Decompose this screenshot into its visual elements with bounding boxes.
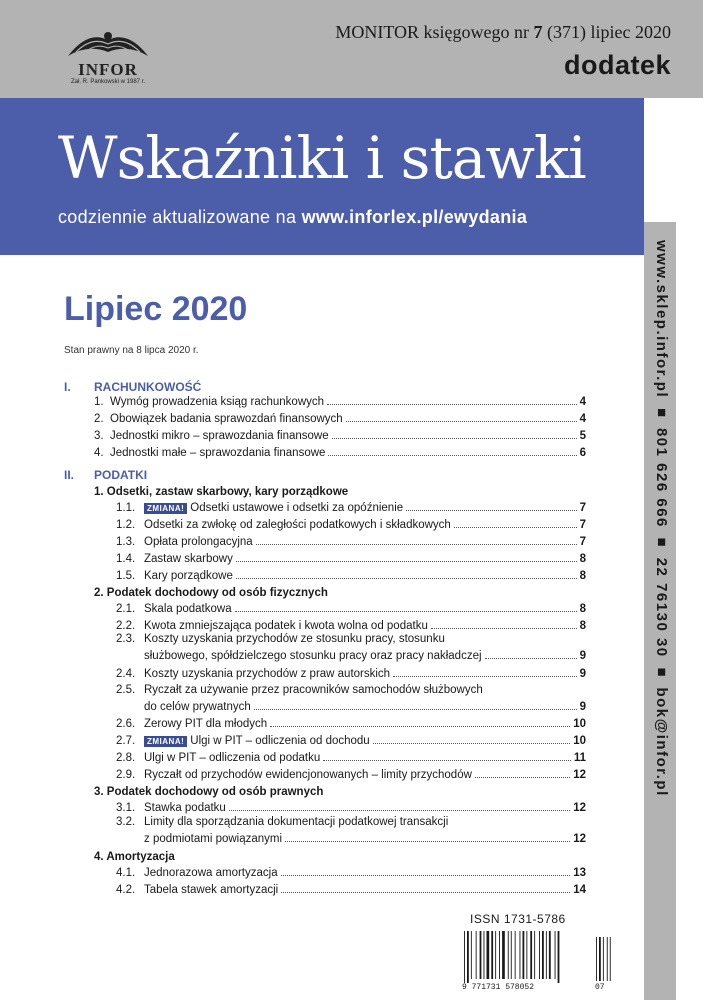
toc-entry[interactable] [116, 519, 586, 531]
entry-number: 2.6. [116, 718, 136, 730]
entry-page: 7 [579, 502, 586, 514]
toc-entry[interactable] [116, 502, 586, 514]
entry-page: 8 [579, 570, 586, 582]
barcode-addon-bar [596, 937, 597, 981]
leader-dots [229, 810, 570, 811]
entry-title: Kwota zmniejszająca podatek i kwota wolna od podatku [144, 620, 428, 632]
barcode-number: 9 771731 578052 [462, 983, 535, 992]
leader-dots [236, 578, 577, 579]
entry-page: 12 [573, 769, 586, 781]
entry-title: Limity dla sporządzania dokumentacji podatkowej transakcji [144, 816, 449, 828]
entry-number: 1.1. [116, 502, 136, 514]
barcode-bar [523, 931, 525, 979]
entry-number: 2.1. [116, 603, 136, 615]
toc-section-accounting [64, 380, 201, 394]
entry-number: 3. [94, 430, 104, 442]
entry-page: 8 [579, 620, 586, 632]
barcode-bar [558, 931, 560, 983]
entry-title: Jednostki małe – sprawozdania finansowe [110, 447, 326, 459]
entry-page: 4 [579, 413, 586, 425]
section-number: I. [64, 380, 71, 394]
section-title: RACHUNKOWOŚĆ [94, 380, 202, 394]
contact-sidebar-text: www.sklep.infor.pl ■ 801 626 666 ■ 22 76130 30 ■ bok@infor.pl [653, 240, 670, 797]
issn-number: ISSN 1731-5786 [470, 912, 566, 926]
barcode-addon-bar [610, 937, 611, 981]
toc-section-taxes [64, 468, 147, 482]
barcode-bar [464, 931, 465, 983]
entry-page: 12 [573, 802, 586, 814]
entry-page: 13 [573, 867, 586, 879]
barcode-bar [484, 931, 485, 979]
legal-status-date: Stan prawny na 8 lipca 2020 r. [64, 345, 199, 356]
barcode-bar [546, 931, 547, 979]
barcode-bar [487, 931, 490, 979]
change-badge: ZMIANA! [144, 503, 187, 514]
entry-title: Stawka podatku [144, 802, 226, 814]
issue-suffix: (371) lipiec 2020 [542, 22, 671, 42]
entry-title: Zerowy PIT dla młodych [144, 718, 268, 730]
month-heading: Lipiec 2020 [64, 290, 248, 328]
infor-logo [58, 22, 158, 84]
entry-number: 1.3. [116, 536, 136, 548]
toc-entry[interactable] [116, 570, 586, 582]
entry-number: 2.4. [116, 668, 136, 680]
entry-number: 3.2. [116, 816, 136, 828]
entry-page: 5 [579, 430, 586, 442]
barcode-bar [502, 931, 505, 979]
entry-number: 2. [94, 413, 104, 425]
change-badge: ZMIANA! [144, 736, 187, 747]
toc-entry[interactable] [94, 396, 586, 408]
toc-group-depreciation: 4. Amortyzacja [94, 851, 175, 863]
subtitle-text: codziennie aktualizowane na [58, 207, 302, 227]
section-title: PODATKI [94, 468, 148, 482]
leader-dots [393, 676, 577, 677]
toc-entry[interactable] [116, 620, 586, 632]
entry-page: 8 [579, 603, 586, 615]
entry-number: 2.8. [116, 752, 136, 764]
entry-title-cont: z podmiotami powiązanymi [144, 833, 283, 845]
barcode-bar [511, 931, 512, 979]
entry-number: 4. [94, 447, 104, 459]
logo-subtext: Zał. R. Pankowski w 1987 r. [70, 79, 146, 85]
toc-entry-first-line[interactable] [116, 684, 483, 696]
entry-page: 7 [579, 536, 586, 548]
entry-page: 12 [573, 833, 586, 845]
entry-number: 4.2. [116, 884, 136, 896]
entry-title: Koszty uzyskania przychodów z praw autorskich [144, 668, 391, 680]
leader-dots [346, 421, 577, 422]
entry-number: 4.1. [116, 867, 136, 879]
entry-page: 11 [573, 752, 586, 764]
leader-dots [256, 544, 577, 545]
entry-title: Obowiązek badania sprawozdań finansowych [110, 413, 343, 425]
toc-entry-first-line[interactable] [116, 816, 448, 828]
toc-group-cit: 3. Podatek dochodowy od osób prawnych [94, 786, 324, 798]
logo-text: INFOR [78, 60, 138, 79]
supplement-label: dodatek [563, 50, 671, 80]
leader-dots [236, 561, 577, 562]
issue-number: 7 [533, 22, 543, 42]
entry-number: 1. [94, 396, 104, 408]
entry-title: Skala podatkowa [144, 603, 232, 615]
barcode-bar [515, 931, 516, 979]
toc-group-pit: 2. Podatek dochodowy od osób fizycznych [94, 587, 328, 599]
leader-dots [323, 760, 571, 761]
issue-line [335, 22, 671, 43]
barcode-bar [491, 931, 493, 979]
entry-title: Ryczałt od przychodów ewidencjonowanych – limity przychodów [144, 769, 472, 781]
entry-title: Kary porządkowe [144, 570, 233, 582]
barcode-bar [534, 931, 535, 979]
barcode-addon-bar [603, 937, 604, 981]
entry-page: 14 [573, 884, 586, 896]
leader-dots [285, 841, 570, 842]
toc-entry[interactable] [116, 553, 586, 565]
entry-number: 2.3. [116, 633, 136, 645]
leader-dots [281, 875, 571, 876]
entry-number: 1.2. [116, 519, 136, 531]
entry-title: Tabela stawek amortyzacji [144, 884, 279, 896]
toc-entry[interactable] [144, 833, 586, 845]
leader-dots [431, 628, 577, 629]
entry-title: Jednorazowa amortyzacja [144, 867, 278, 879]
entry-title-cont: służbowego, spółdzielczego stosunku pracy oraz pracy nakładczej [144, 650, 482, 662]
entry-page: 7 [579, 519, 586, 531]
entry-number: 2.2. [116, 620, 136, 632]
issue-prefix: MONITOR księgowego nr [335, 22, 534, 42]
barcode-bar [476, 931, 477, 979]
barcode-bar [499, 931, 500, 979]
section-number: II. [64, 468, 75, 482]
entry-page: 6 [579, 447, 586, 459]
entry-title: Ulgi w PIT – odliczenia od podatku [144, 752, 321, 764]
barcode-bar [526, 931, 527, 979]
entry-number: 2.5. [116, 684, 136, 696]
toc-entry[interactable] [116, 735, 586, 747]
entry-title: Ulgi w PIT – odliczenia od dochodu [190, 735, 370, 747]
barcode-addon-bar [599, 937, 601, 981]
entry-title: Opłata prolongacyjna [144, 536, 253, 548]
entry-page: 10 [573, 718, 586, 730]
barcode-bar [542, 931, 544, 979]
entry-title: Koszty uzyskania przychodów ze stosunku pracy, stosunku [144, 633, 445, 645]
barcode-bar [495, 931, 496, 979]
toc-entry[interactable] [116, 668, 586, 680]
leader-dots [406, 510, 576, 511]
toc-entry[interactable] [116, 802, 586, 814]
entry-title-cont: do celów prywatnych [144, 701, 251, 713]
entry-title: Odsetki ustawowe i odsetki za opóźnienie [190, 502, 404, 514]
entry-title: Ryczałt za używanie przez pracowników samochodów służbowych [144, 684, 483, 696]
barcode-bar [520, 931, 521, 979]
leader-dots [485, 658, 577, 659]
leader-dots [454, 527, 577, 528]
leader-dots [254, 709, 577, 710]
entry-number: 2.7. [116, 735, 136, 747]
barcode-bar [480, 931, 482, 979]
toc-entry[interactable] [116, 752, 586, 764]
leader-dots [235, 611, 577, 612]
entry-page: 9 [579, 668, 586, 680]
toc-entry[interactable] [144, 701, 586, 713]
leader-dots [270, 726, 570, 727]
barcode-bar [549, 931, 551, 979]
toc-entry[interactable] [94, 447, 586, 459]
main-title: Wskaźniki i stawki [58, 124, 586, 192]
entry-page: 4 [579, 396, 586, 408]
entry-page: 9 [579, 701, 586, 713]
toc-entry[interactable] [116, 536, 586, 548]
entry-page: 10 [573, 735, 586, 747]
entry-title: Zastaw skarbowy [144, 553, 233, 565]
barcode-bar [539, 931, 540, 979]
toc-entry[interactable] [116, 603, 586, 615]
barcode-bar [530, 931, 532, 979]
toc-entry[interactable] [116, 867, 586, 879]
toc-entry[interactable] [116, 769, 586, 781]
leader-dots [281, 892, 570, 893]
entry-page: 8 [579, 553, 586, 565]
entry-title: Jednostki mikro – sprawozdania finansowe [110, 430, 329, 442]
entry-title: Odsetki za zwłokę od zaległości podatkowych i składkowych [144, 519, 451, 531]
toc-entry[interactable] [94, 413, 586, 425]
entry-title: Wymóg prowadzenia ksiąg rachunkowych [110, 396, 325, 408]
subtitle-url: www.inforlex.pl/ewydania [301, 207, 528, 227]
leader-dots [373, 743, 570, 744]
toc-entry-first-line[interactable] [116, 633, 445, 645]
barcode-bar [555, 931, 556, 979]
eagle-logo-icon [58, 22, 158, 62]
toc-entry[interactable] [144, 650, 586, 662]
leader-dots [328, 455, 576, 456]
barcode-bar [508, 931, 509, 979]
barcode [462, 931, 612, 985]
barcode-addon-bar [607, 937, 608, 981]
entry-number: 1.5. [116, 570, 136, 582]
toc-entry[interactable] [116, 718, 586, 730]
entry-number: 3.1. [116, 802, 136, 814]
toc-entry[interactable] [94, 430, 586, 442]
barcode-bar [467, 931, 469, 983]
leader-dots [327, 404, 577, 405]
entry-number: 1.4. [116, 553, 136, 565]
banner-subtitle [58, 207, 527, 228]
entry-number: 2.9. [116, 769, 136, 781]
entry-page: 9 [579, 650, 586, 662]
barcode-bar [471, 931, 472, 979]
leader-dots [332, 438, 577, 439]
toc-group-interest: 1. Odsetki, zastaw skarbowy, kary porządkowe [94, 486, 349, 498]
leader-dots [475, 777, 570, 778]
toc-entry[interactable] [116, 884, 586, 896]
barcode-addon-number: 07 [595, 983, 605, 992]
